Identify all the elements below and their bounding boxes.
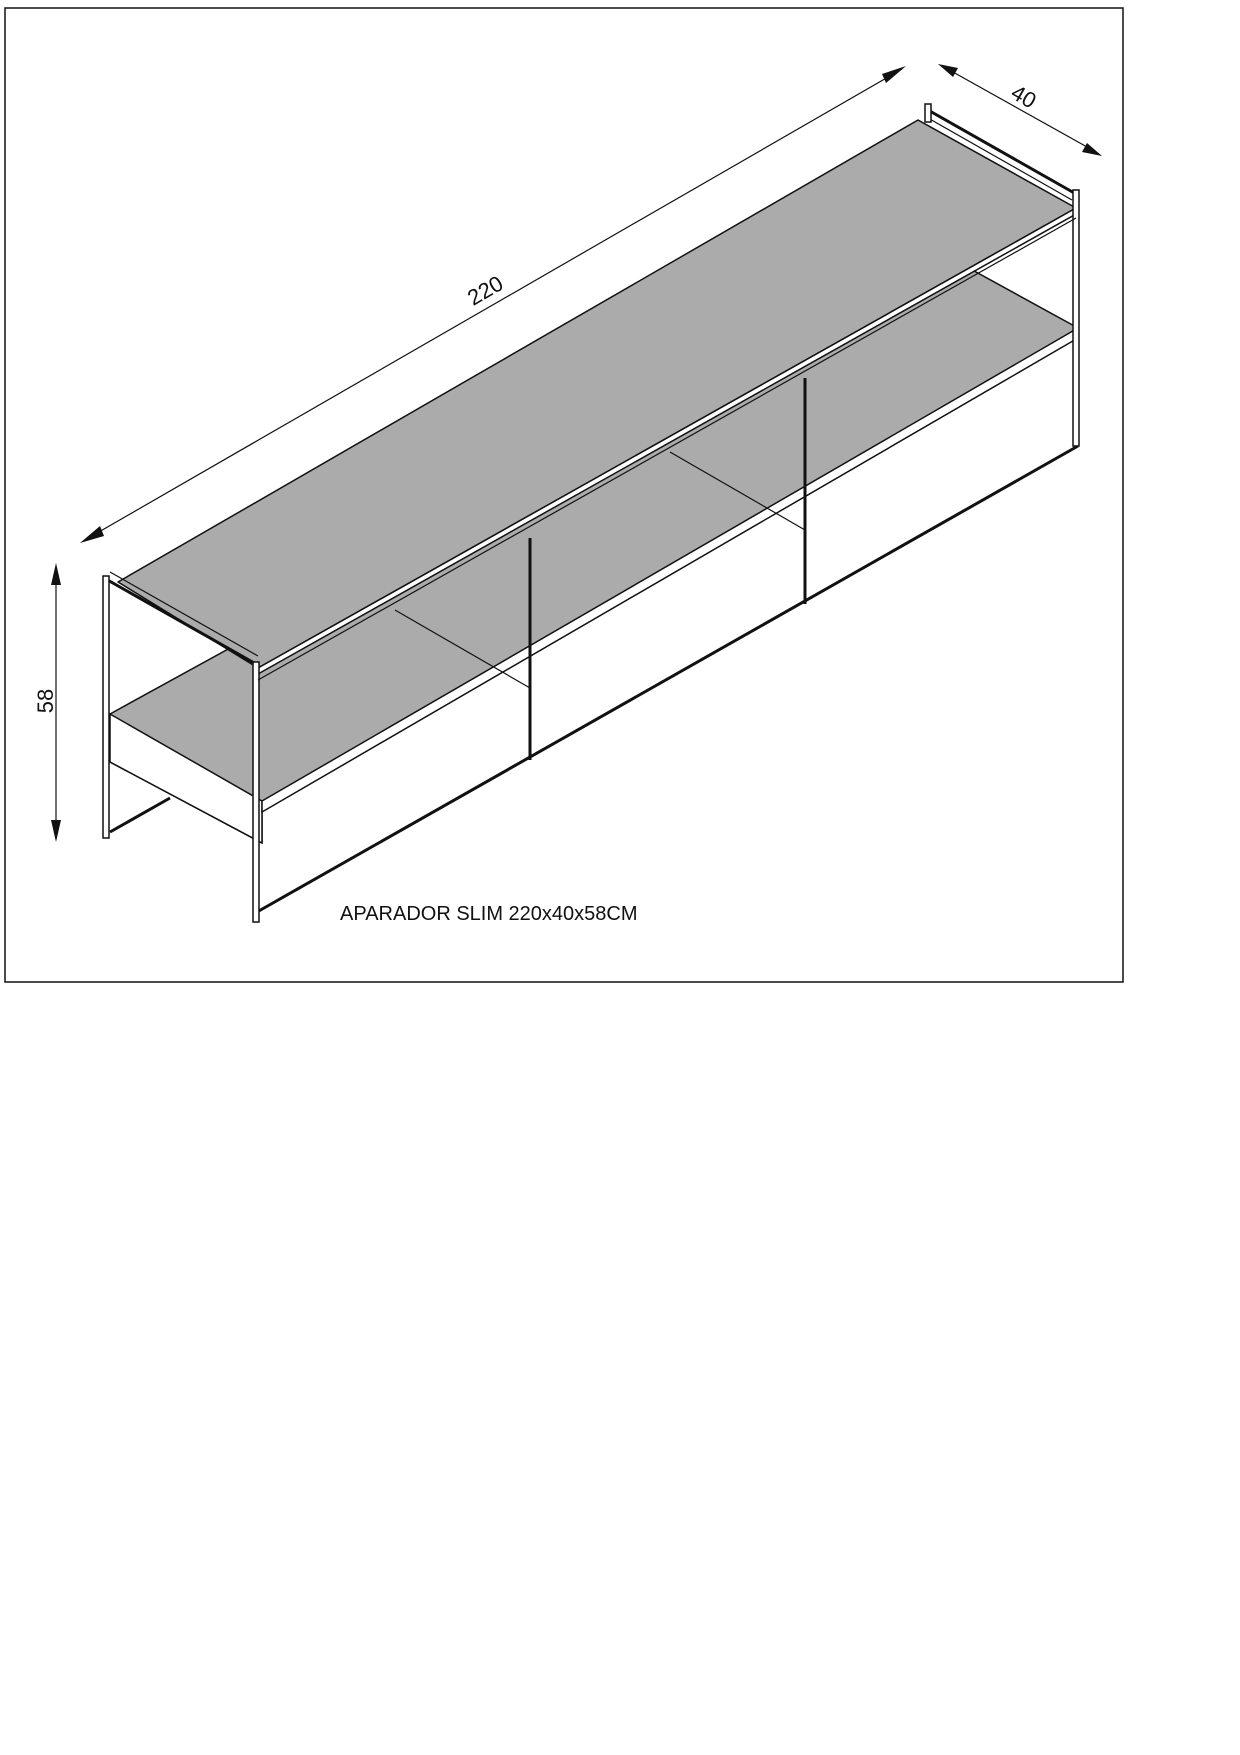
post-front-right bbox=[1073, 190, 1079, 446]
dimension-depth bbox=[938, 64, 1102, 156]
dimension-length-label: 220 bbox=[463, 270, 508, 311]
dimension-depth-label: 40 bbox=[1006, 79, 1041, 114]
sideboard-illustration bbox=[103, 104, 1079, 922]
post-front-left bbox=[253, 662, 259, 922]
post-back-right bbox=[925, 104, 931, 122]
drawing-caption: APARADOR SLIM 220x40x58CM bbox=[340, 903, 638, 925]
dimension-height-label: 58 bbox=[33, 688, 58, 714]
post-back-left bbox=[103, 576, 109, 838]
base-rod-left bbox=[110, 798, 170, 832]
